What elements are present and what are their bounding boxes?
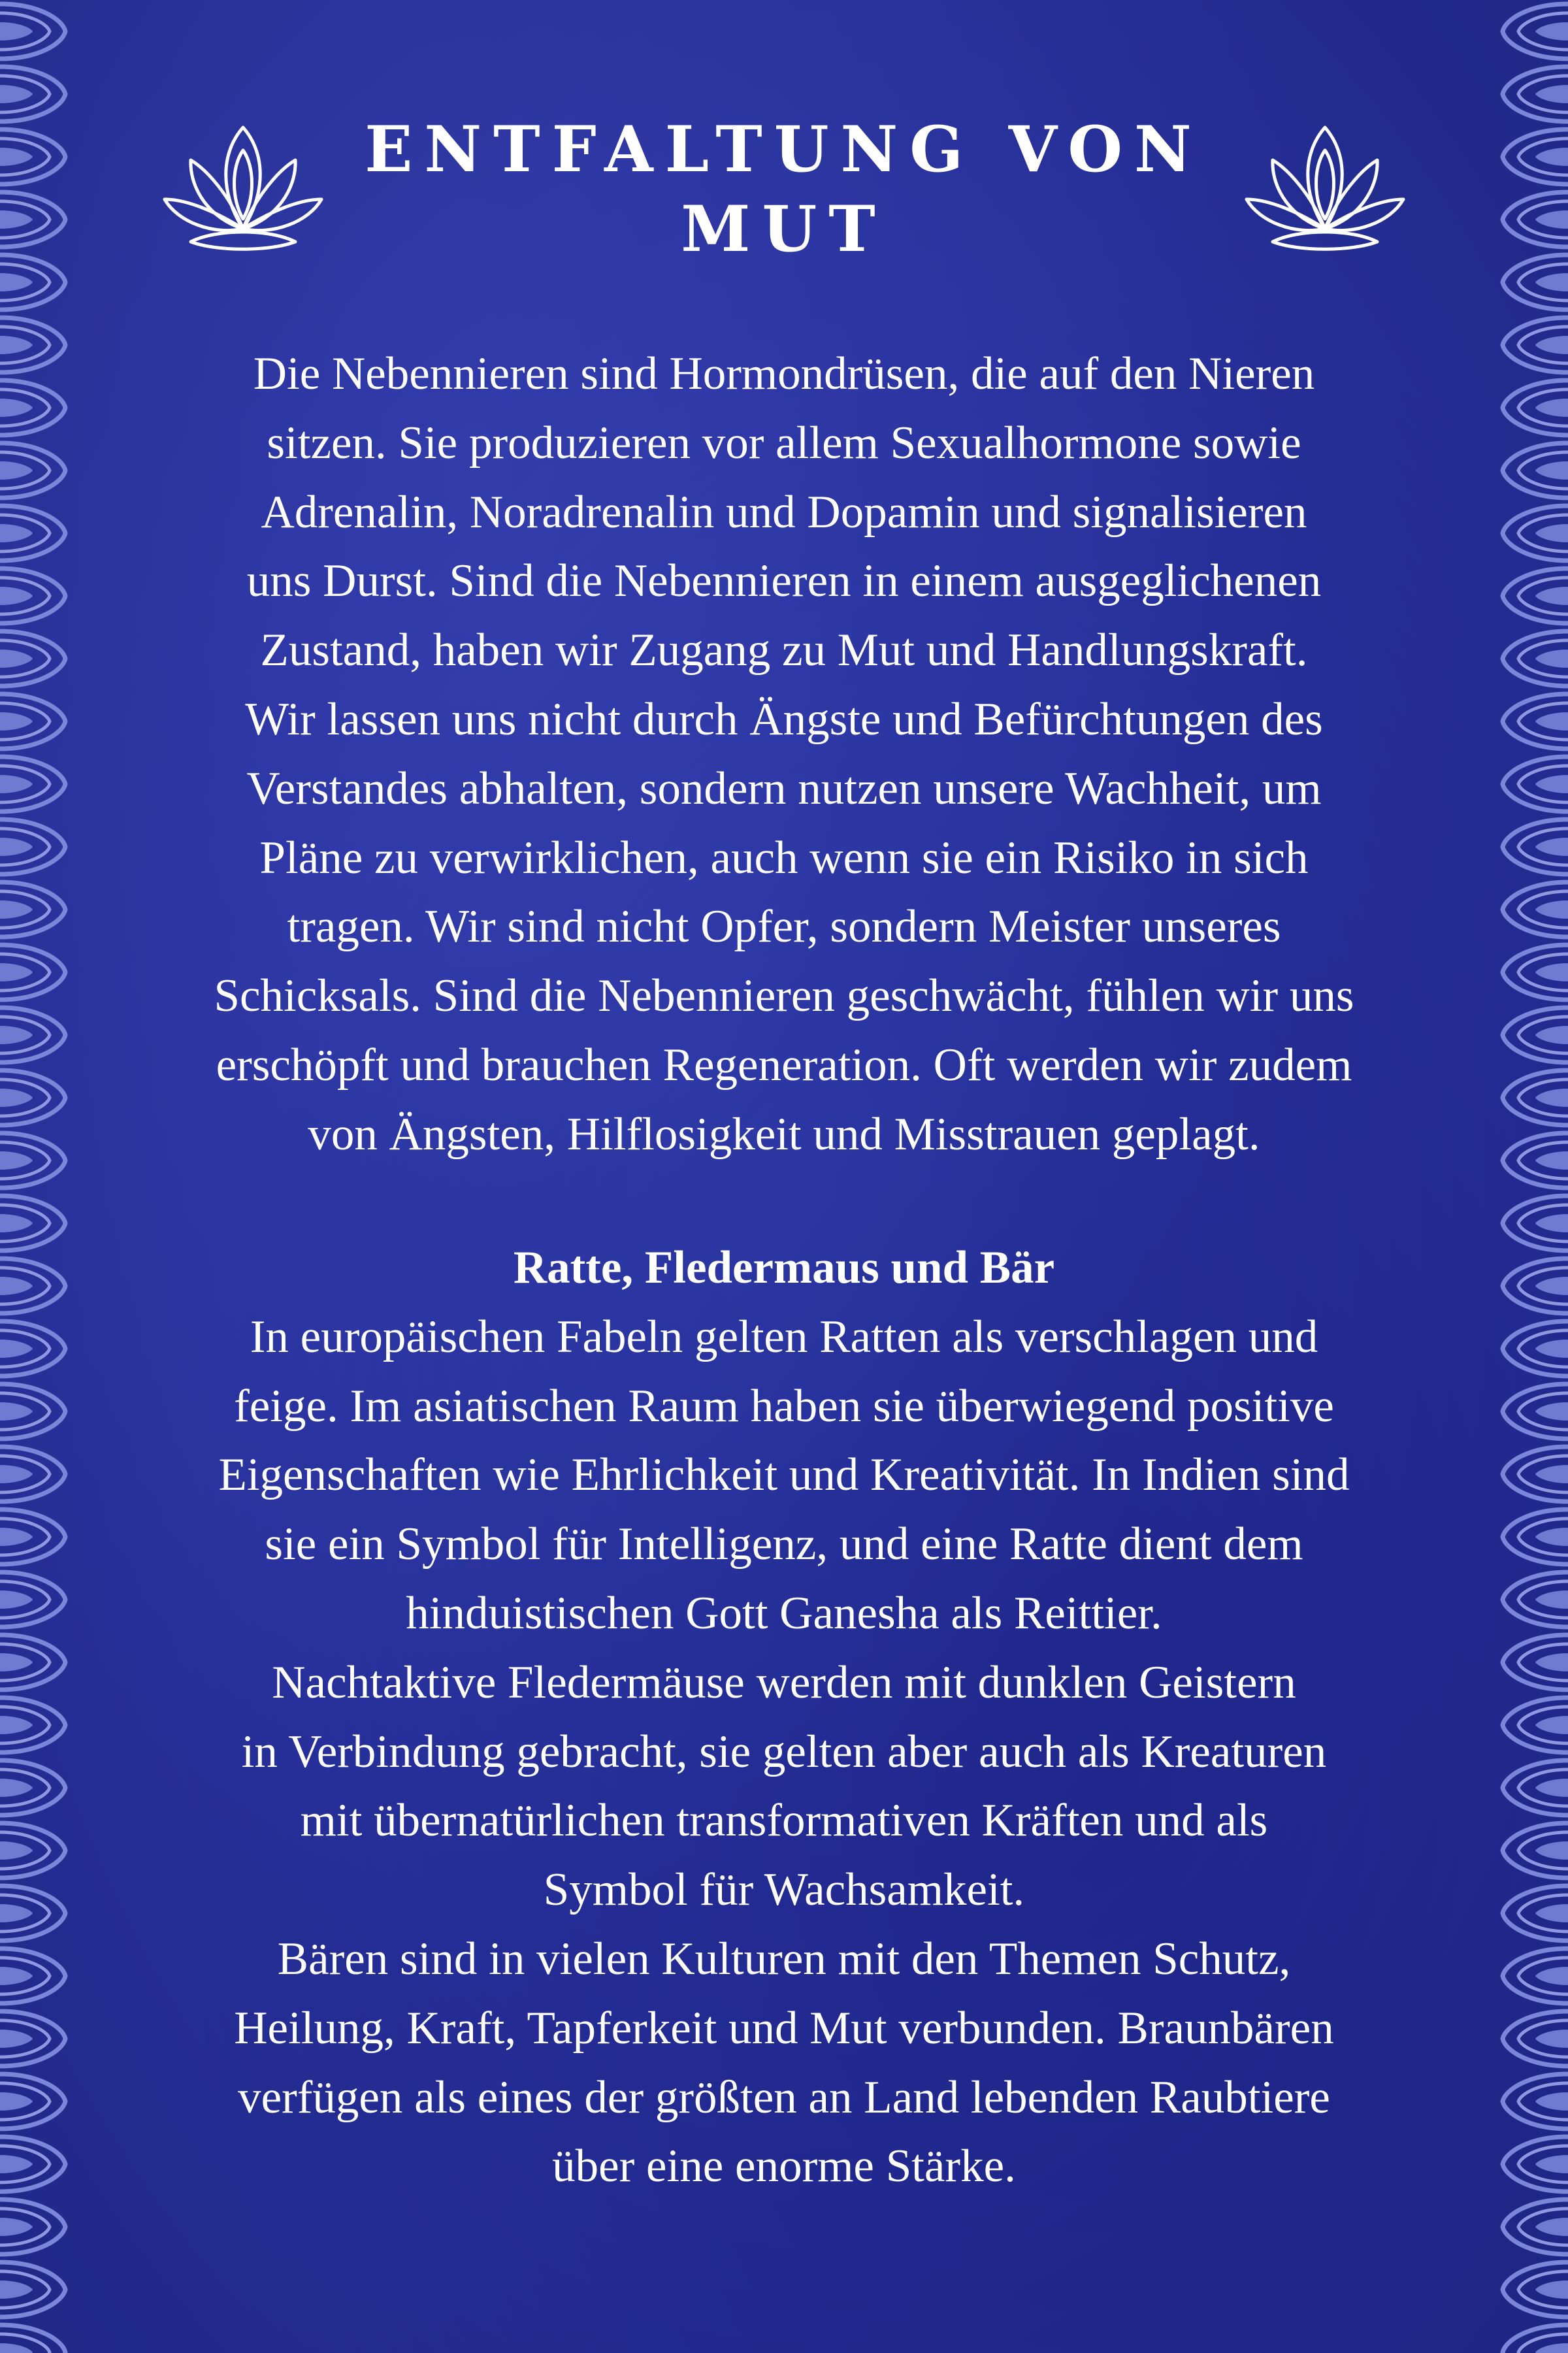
- text-line: Heilung, Kraft, Tapferkeit und Mut verbunden. Braunbären: [234, 2002, 1334, 2054]
- text-line: Adrenalin, Noradrenalin und Dopamin und signalisieren: [261, 486, 1307, 538]
- lotus-icon: [1233, 114, 1416, 258]
- text-line: Symbol für Wachsamkeit.: [543, 1864, 1025, 1916]
- text-line: Wir lassen uns nicht durch Ängste und Befürchtungen des: [245, 693, 1323, 745]
- right-decorative-border: [1496, 0, 1568, 2353]
- text-line: In europäischen Fabeln gelten Ratten als verschlagen und: [250, 1311, 1318, 1362]
- left-decorative-border: [0, 0, 72, 2353]
- text-line: mit übernatürlichen transformativen Kräften und als: [300, 1795, 1268, 1847]
- title-line: ENTFALTUNG VON: [365, 112, 1203, 186]
- text-line: Eigenschaften wie Ehrlichkeit und Kreativität. In Indien sind: [218, 1449, 1350, 1501]
- text-line: hinduistischen Gott Ganesha als Reittier.: [406, 1587, 1162, 1639]
- intro-paragraph: [124, 340, 1444, 1170]
- text-line: in Verbindung gebracht, sie gelten aber auch als Kreaturen: [241, 1726, 1327, 1777]
- text-line: Zustand, haben wir Zugang zu Mut und Handlungskraft.: [260, 625, 1308, 676]
- section-heading: Ratte, Fledermaus und Bär: [513, 1242, 1055, 1293]
- animals-section: [124, 1234, 1444, 2201]
- text-line: tragen. Wir sind nicht Opfer, sondern Meister unseres: [287, 901, 1281, 953]
- text-line: erschöpft und brauchen Regeneration. Oft werden wir zudem: [216, 1039, 1352, 1091]
- text-line: Pläne zu verwirklichen, auch wenn sie ein Risiko in sich: [259, 832, 1309, 883]
- text-line: Bären sind in vielen Kulturen mit den Themen Schutz,: [277, 1933, 1291, 1984]
- text-line: sitzen. Sie produzieren vor allem Sexualhormone sowie: [267, 417, 1301, 469]
- text-line: von Ängsten, Hilflosigkeit und Misstrauen geplagt.: [308, 1108, 1260, 1160]
- page-title: [327, 110, 1241, 269]
- text-line: sie ein Symbol für Intelligenz, und eine Ratte dient dem: [265, 1519, 1303, 1570]
- text-line: feige. Im asiatischen Raum haben sie überwiegend positive: [234, 1380, 1334, 1432]
- text-line: über eine enorme Stärke.: [552, 2141, 1016, 2192]
- text-line: uns Durst. Sind die Nebennieren in einem ausgeglichenen: [246, 555, 1322, 607]
- title-line: MUT: [681, 192, 887, 266]
- text-line: Die Nebennieren sind Hormondrüsen, die auf den Nieren: [253, 348, 1315, 399]
- text-line: verfügen als eines der größten an Land lebenden Raubtiere: [238, 2071, 1330, 2123]
- text-line: Verstandes abhalten, sondern nutzen unsere Wachheit, um: [246, 763, 1322, 814]
- lotus-icon: [152, 114, 335, 258]
- text-line: Schicksals. Sind die Nebennieren geschwächt, fühlen wir uns: [214, 970, 1354, 1022]
- text-line: Nachtaktive Fledermäuse werden mit dunklen Geistern: [272, 1656, 1296, 1708]
